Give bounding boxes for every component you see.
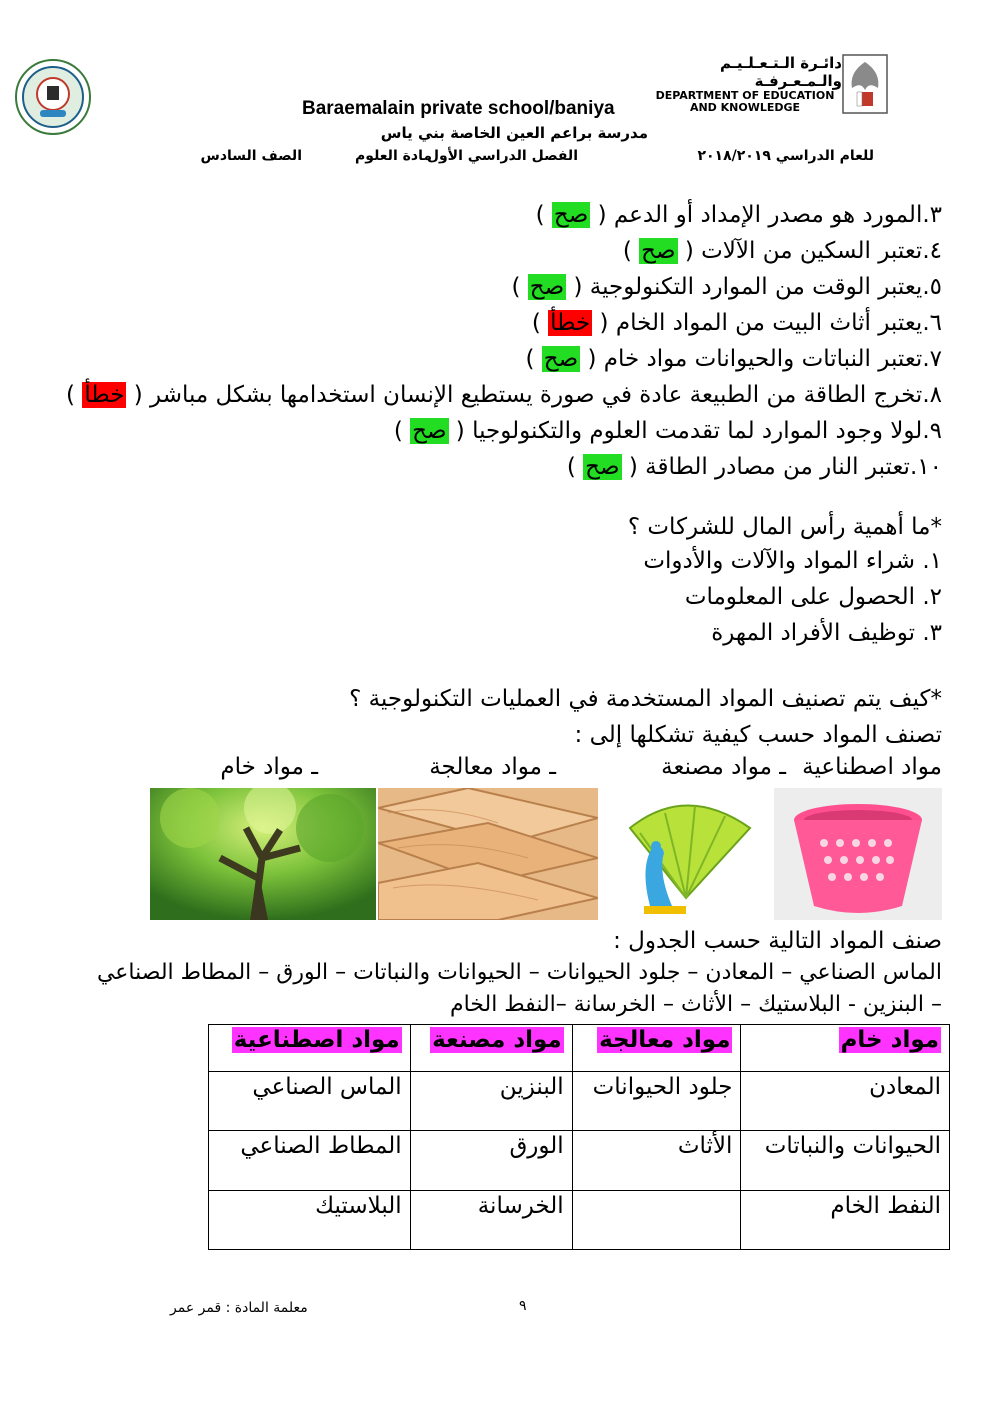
answer-badge: خطأ [550,310,591,336]
statement-text: تعتبر السكين من الآلات ( [677,238,923,264]
answer-badge: صح [585,454,620,480]
table-cell: البلاستيك [209,1190,411,1249]
statement-number: ٥. [922,274,942,300]
statement-text: يعتبر أثاث البيت من المواد الخام ( [592,310,923,336]
statement-text: المورد هو مصدر الإمداد أو الدعم ( [590,202,923,228]
classification-table [208,1024,950,1250]
academic-year: للعام الدراسي ٢٠١٨/٢٠١٩ [697,148,874,164]
statement-text: تخرج الطاقة من الطبيعة عادة في صورة يستطيع الإنسان استخدامها بشكل مباشر ( [126,382,923,408]
statement-line [394,416,942,446]
statement-number: ١٠. [909,454,942,480]
answer-badge: صح [543,346,579,372]
table-cell: المعادن [741,1072,950,1131]
table-cell: الورق [410,1131,572,1190]
table-header-row [209,1025,950,1072]
statement-number: ٣. [922,202,942,228]
subject: مادة العلوم [355,148,432,164]
statement-line [532,308,942,338]
teacher-name: معلمة المادة : قمر عمر [170,1300,308,1316]
header-raw [741,1025,950,1072]
table-cell: جلود الحيوانات [572,1072,741,1131]
table-cell: الخرسانة [410,1190,572,1249]
material-types-line [50,754,942,786]
material-type-processed: ـ مواد معالجة [429,754,556,780]
table-cell: البنزين [410,1072,572,1131]
material-type-synthetic: مواد اصطناعية [802,754,942,780]
statement-close: ) [511,274,528,300]
statement-close: ) [622,238,640,264]
table-cell: النفط الخام [741,1190,950,1249]
header-synthetic [209,1025,411,1072]
capital-question: *ما أهمية رأس المال للشركات ؟ [627,514,942,540]
statement-line [66,380,942,410]
statement-number: ٨. [922,382,942,408]
table-cell: الماس الصناعي [209,1072,411,1131]
statement-close: ) [66,382,83,408]
school-name-ar: مدرسة براعم العين الخاصة بني ياس [380,124,648,142]
plastic-basket-image [774,788,942,920]
classify-question: *كيف يتم تصنيف المواد المستخدمة في العمليات التكنولوجية ؟ [349,686,942,712]
statement-text: لولا وجود الموارد لما تقدمت العلوم والتكنولوجيا ( [448,418,923,444]
table-cell: الحيوانات والنباتات [741,1131,950,1190]
paper-peacock-image [600,788,772,920]
statement-line [536,200,942,230]
department-name-ar: دائـرة الـتـعـلـيـم والـمـعـرفـة [719,54,842,90]
statement-number: ٩. [922,418,942,444]
answer-badge: صح [412,418,447,444]
school-name-en: Baraemalain private school/baniya [302,98,615,119]
statement-number: ٧. [922,346,942,372]
school-logo [14,58,92,136]
statement-line [511,272,942,302]
material-type-raw: ـ مواد خام [220,754,318,780]
capital-item: ٣. توظيف الأفراد المهرة [711,620,942,646]
answer-badge: خطأ [84,382,125,408]
department-name-en: DEPARTMENT OF EDUCATION [655,89,835,102]
statement-number: ٦. [922,310,942,336]
statement-close: ) [531,310,549,336]
statement-line [567,452,942,482]
term: الفصل الدراسي الأول [426,148,578,164]
header-processed [572,1025,741,1072]
exercise-instruction: صنف المواد التالية حسب الجدول : [613,928,942,954]
tree-image [150,788,376,920]
header-manufactured-label: مواد مصنعة [432,1027,562,1053]
statement-close: ) [525,346,542,372]
page-number: ٩ [519,1298,527,1314]
table-row [209,1190,950,1249]
capital-item: ١. شراء المواد والآلات والأدوات [643,548,942,574]
answer-badge: صح [641,238,676,264]
statement-text: تعتبر النباتات والحيوانات مواد خام ( [580,346,923,372]
header-processed-label: مواد معالجة [599,1027,731,1053]
table-cell [572,1190,741,1249]
header-raw-label: مواد خام [840,1027,939,1053]
statement-close: ) [566,454,584,480]
answer-badge: صح [529,274,565,300]
statement-line [623,236,942,266]
classify-intro: تصنف المواد حسب كيفية تشكلها إلى : [574,722,942,748]
answer-badge: صح [553,202,589,228]
table-cell: الأثاث [572,1131,741,1190]
table-cell: المطاط الصناعي [209,1131,411,1190]
material-type-manufactured: ـ مواد مصنعة [661,754,786,780]
capital-item: ٢. الحصول على المعلومات [684,584,942,610]
table-row [209,1072,950,1131]
statement-text: تعتبر النار من مصادر الطاقة ( [621,454,910,480]
statement-line [525,344,942,374]
statement-number: ٤. [922,238,942,264]
statement-close: ) [393,418,411,444]
materials-list-line1: الماس الصناعي – المعادن – جلود الحيوانات – الحيوانات والنباتات – الورق – المطاط الصناعي [96,960,942,985]
header-synthetic-label: مواد اصطناعية [233,1027,400,1053]
wood-planks-image [378,788,598,920]
statement-close: ) [535,202,552,228]
header-manufactured [410,1025,572,1072]
department-name-en-2: AND KNOWLEDGE [689,101,801,114]
statement-text: يعتبر الوقت من الموارد التكنولوجية ( [566,274,923,300]
table-row [209,1131,950,1190]
materials-list-line2: – البنزين - البلاستيك – الأثاث – الخرسانة –النفط الخام [449,992,942,1017]
falcon-emblem-icon [842,54,888,114]
department-logo-text [648,54,842,114]
grade: الصف السادس [200,148,302,164]
